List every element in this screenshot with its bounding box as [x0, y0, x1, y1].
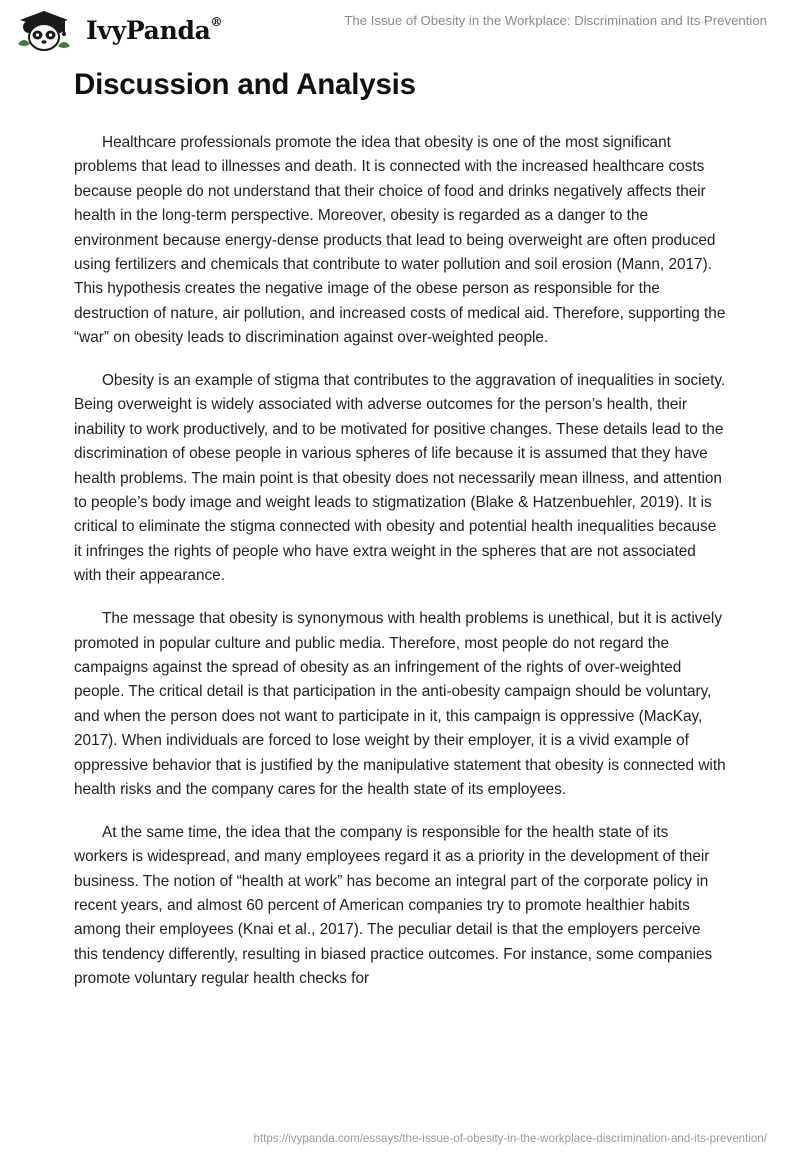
source-url[interactable]: https://ivypanda.com/essays/the-issue-of-obesity-in-the-workplace-discrimination-and-its-prevention/ — [253, 1132, 767, 1145]
document-title: The Issue of Obesity in the Workplace: Discrimination and Its Prevention — [344, 13, 767, 28]
section-heading: Discussion and Analysis — [74, 68, 416, 101]
panda-graduate-icon — [14, 8, 74, 52]
article-body — [74, 131, 726, 1010]
brand-logo[interactable] — [14, 8, 234, 52]
brand-name: IvyPanda® — [86, 14, 223, 45]
paragraph: The message that obesity is synonymous with health problems is unethical, but it is actively promoted in popular culture and public media. Therefore, most people do not regard the campaigns against the spread of obesity as an infringement of the rights of over-weighted people. The critical detail is that participation in the anti-obesity campaign should be voluntary, and when the person does not want to participate in it, this campaign is oppressive (MacKay, 2017). When individuals are forced to lose weight by their employer, it is a vivid example of oppressive behavior that is justified by the manipulative statement that obesity is connected with health risks and the company cares for the health state of its employees. — [74, 610, 726, 798]
paragraph: At the same time, the idea that the company is responsible for the health state of its workers is widespread, and many employees regard it as a priority in the development of their business. The notion of “health at work” has become an integral part of the corporate policy in recent years, and almost 60 percent of American companies try to promote healthier habits among their employees (Knai et al., 2017). The peculiar detail is that the employers perceive this tendency differently, resulting in biased practice outcomes. For instance, some companies promote voluntary regular health checks for — [74, 823, 713, 988]
page-header — [0, 0, 800, 60]
paragraph: Obesity is an example of stigma that contributes to the aggravation of inequalities in society. Being overweight is widely associated with adverse outcomes for the person’s health, their inability to work productively, and to be motivated for positive changes. These details lead to the discrimination of obese people in various spheres of life because it is assumed that they have health problems. The main point is that obesity does not necessarily mean illness, and attention to people’s body image and weight leads to stigmatization (Blake & Hatzenbuehler, 2019). It is critical to eliminate the stigma connected with obesity and potential health inequalities because it infringes the rights of people who have extra weight in the spheres that are not associated with their appearance. — [74, 372, 726, 585]
paragraph: Healthcare professionals promote the idea that obesity is one of the most significant problems that lead to illnesses and death. It is connected with the increased healthcare costs because people do not understand that their choice of food and drinks negatively affects their health in the long-term perspective. Moreover, obesity is regarded as a danger to the environment because energy-dense products that lead to being overweight are often produced using fertilizers and chemicals that contribute to water pollution and soil erosion (Mann, 2017). This hypothesis creates the negative image of the obese person as responsible for the destruction of nature, air pollution, and increased costs of medical aid. Therefore, supporting the “war” on obesity leads to discrimination against over-weighted people. — [74, 134, 726, 347]
